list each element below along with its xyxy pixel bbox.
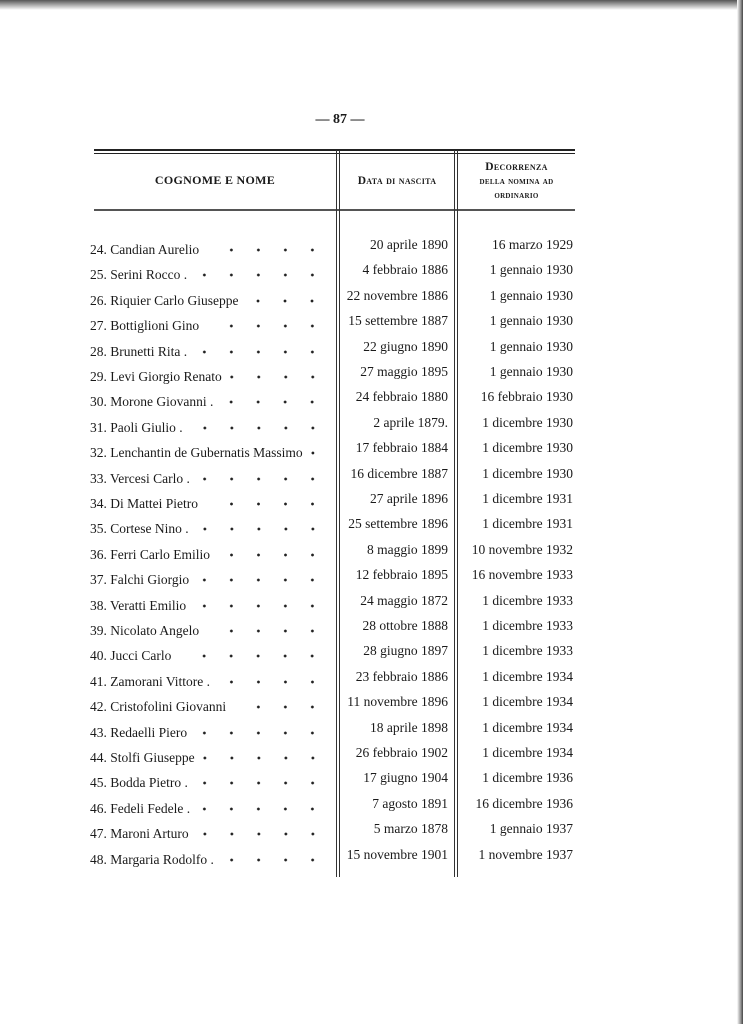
row-name-cell xyxy=(90,592,332,613)
row-nomination-date: 1 dicembre 1934 xyxy=(482,694,573,710)
row-nomination-date: 1 dicembre 1933 xyxy=(482,618,573,633)
row-name: 25. Serini Rocco . xyxy=(90,267,188,283)
leader-dots xyxy=(197,566,326,584)
leader-dots xyxy=(198,465,326,483)
row-name-cell xyxy=(90,515,332,537)
table-row xyxy=(90,744,575,766)
row-name: 40. Jucci Carlo xyxy=(90,648,172,664)
row-name: 24. Candian Aurelio xyxy=(90,242,200,257)
row-birth-date: 18 aprile 1898 xyxy=(370,719,448,735)
row-name: 47. Maroni Arturo xyxy=(90,826,189,842)
row-name-cell xyxy=(90,287,332,308)
row-name: 37. Falchi Giorgio xyxy=(90,572,190,588)
leader-dots xyxy=(179,642,326,660)
row-name-cell xyxy=(90,617,332,638)
leader-dots xyxy=(196,769,326,787)
table-row xyxy=(90,795,575,817)
table-row xyxy=(90,769,575,791)
row-birth-date: 15 novembre 1901 xyxy=(346,846,448,862)
row-name-cell xyxy=(90,363,332,384)
table-row xyxy=(90,414,575,436)
row-nomination-date: 1 gennaio 1930 xyxy=(489,287,573,303)
table-row xyxy=(90,515,575,537)
row-nomination-date: 16 febbraio 1930 xyxy=(480,389,573,405)
row-name: 39. Nicolato Angelo xyxy=(90,623,200,638)
row-name-cell xyxy=(90,769,332,791)
leader-dots xyxy=(194,592,326,610)
row-nomination-date: 1 dicembre 1934 xyxy=(482,719,573,735)
row-birth-date: 28 ottobre 1888 xyxy=(362,618,448,633)
row-name-cell xyxy=(90,566,332,588)
row-nomination-date: 16 dicembre 1936 xyxy=(475,795,573,811)
leader-dots xyxy=(221,388,326,406)
row-birth-date: 8 maggio 1899 xyxy=(367,541,448,557)
row-nomination-date: 1 dicembre 1934 xyxy=(482,668,573,684)
row-nomination-date: 1 dicembre 1930 xyxy=(482,414,573,430)
row-birth-date: 24 maggio 1872 xyxy=(360,592,448,608)
page-number: — 87 — xyxy=(315,112,365,127)
table-row xyxy=(90,465,575,487)
row-birth-date: 12 febbraio 1895 xyxy=(355,567,448,583)
row-name-cell xyxy=(90,312,332,334)
table-row xyxy=(90,668,575,690)
row-birth-date: 27 maggio 1895 xyxy=(360,364,448,379)
table-row xyxy=(90,312,575,334)
row-birth-date: 20 aprile 1890 xyxy=(370,237,448,252)
row-name: 32. Lenchantin de Gubernatis Massimo xyxy=(90,445,303,461)
leader-dots xyxy=(207,236,326,254)
row-name-cell xyxy=(90,490,332,511)
row-birth-date: 27 aprile 1896 xyxy=(370,491,448,506)
row-nomination-date: 1 dicembre 1930 xyxy=(482,465,573,481)
leader-dots xyxy=(195,338,326,356)
row-nomination-date: 1 dicembre 1933 xyxy=(482,643,573,659)
leader-dots xyxy=(195,719,326,737)
top-rule xyxy=(94,149,575,151)
table-row xyxy=(90,846,575,868)
row-name: 46. Fedeli Fedele . xyxy=(90,800,191,816)
row-name-cell xyxy=(90,744,332,765)
table-row xyxy=(90,363,575,385)
row-nomination-date: 16 novembre 1933 xyxy=(471,567,573,583)
row-name-cell xyxy=(90,465,332,486)
row-name: 29. Levi Giorgio Renato xyxy=(90,369,222,384)
header-rule xyxy=(94,209,575,211)
leader-dots xyxy=(197,820,326,838)
leader-dots xyxy=(218,668,326,686)
row-birth-date: 16 dicembre 1887 xyxy=(350,465,448,481)
leader-dots xyxy=(197,515,326,533)
table-row xyxy=(90,719,575,741)
row-name-cell xyxy=(90,439,332,461)
leader-dots xyxy=(218,541,326,559)
row-nomination-date: 1 gennaio 1937 xyxy=(489,821,573,837)
table-row xyxy=(90,236,575,258)
header-nomination-2: della nomina ad xyxy=(479,176,554,187)
row-birth-date: 28 giugno 1897 xyxy=(363,643,448,659)
row-nomination-date: 1 novembre 1937 xyxy=(478,846,573,862)
column-divider xyxy=(454,150,455,877)
table-row xyxy=(90,642,575,664)
row-nomination-date: 1 gennaio 1930 xyxy=(489,262,573,278)
row-name: 33. Vercesi Carlo . xyxy=(90,470,190,486)
row-name: 35. Cortese Nino . xyxy=(90,521,189,537)
row-birth-date: 22 novembre 1886 xyxy=(346,287,448,303)
header-nomination-1: Decorrenza xyxy=(485,161,548,173)
top-rule-thin xyxy=(94,153,575,154)
leader-dots xyxy=(230,363,326,381)
row-name-cell xyxy=(90,236,332,257)
row-name-cell xyxy=(90,388,332,410)
row-name: 45. Bodda Pietro . xyxy=(90,775,188,791)
row-birth-date: 7 agosto 1891 xyxy=(372,795,448,811)
table-row xyxy=(90,541,575,563)
leader-dots xyxy=(191,414,326,432)
leader-dots xyxy=(203,744,326,762)
leader-dots xyxy=(195,261,326,279)
column-divider xyxy=(457,150,458,877)
leader-dots xyxy=(311,439,326,457)
row-name-cell xyxy=(90,668,332,689)
row-name-cell xyxy=(90,414,332,435)
scan-top-edge xyxy=(0,0,743,10)
table-row xyxy=(90,617,575,639)
row-nomination-date: 1 gennaio 1930 xyxy=(489,313,573,329)
row-birth-date: 4 febbraio 1886 xyxy=(362,262,448,278)
row-birth-date: 11 novembre 1896 xyxy=(347,694,448,710)
table-row xyxy=(90,566,575,588)
scan-right-edge xyxy=(737,0,743,1024)
row-nomination-date: 1 gennaio 1930 xyxy=(489,364,573,379)
row-name-cell xyxy=(90,795,332,816)
row-name: 26. Riquier Carlo Giuseppe xyxy=(90,292,239,308)
row-name: 43. Redaelli Piero xyxy=(90,724,188,740)
header-name: COGNOME E NOME xyxy=(154,173,276,187)
leader-dots xyxy=(206,490,326,508)
table-row xyxy=(90,287,575,309)
row-nomination-date: 16 marzo 1929 xyxy=(492,237,573,252)
column-divider xyxy=(339,150,340,877)
row-nomination-date: 1 dicembre 1931 xyxy=(482,491,573,506)
row-birth-date: 23 febbraio 1886 xyxy=(355,668,448,684)
leader-dots xyxy=(246,287,326,305)
row-name-cell xyxy=(90,719,332,740)
header-nomination-3: ordinario xyxy=(494,190,539,201)
column-divider xyxy=(336,150,337,877)
row-birth-date: 22 giugno 1890 xyxy=(363,338,448,354)
row-birth-date: 2 aprile 1879. xyxy=(373,414,448,430)
row-name: 41. Zamorani Vittore . xyxy=(90,673,211,689)
leader-dots xyxy=(207,617,326,635)
row-nomination-date: 10 novembre 1932 xyxy=(471,541,573,557)
row-name-cell xyxy=(90,846,332,867)
table-row xyxy=(90,693,575,715)
row-birth-date: 15 settembre 1887 xyxy=(348,313,448,329)
row-name-cell xyxy=(90,820,332,842)
row-birth-date: 17 giugno 1904 xyxy=(363,770,448,786)
row-birth-date: 25 settembre 1896 xyxy=(348,516,448,532)
row-birth-date: 24 febbraio 1880 xyxy=(355,389,448,405)
row-name: 36. Ferri Carlo Emilio xyxy=(90,546,210,562)
row-name: 28. Brunetti Rita . xyxy=(90,343,188,359)
row-name: 42. Cristofolini Giovanni xyxy=(90,699,227,715)
leader-dots xyxy=(207,312,326,330)
table-row xyxy=(90,388,575,410)
row-name: 38. Veratti Emilio xyxy=(90,597,187,613)
row-name-cell xyxy=(90,642,332,664)
row-nomination-date: 1 dicembre 1933 xyxy=(482,592,573,608)
table-row xyxy=(90,592,575,614)
row-nomination-date: 1 gennaio 1930 xyxy=(489,338,573,354)
row-name-cell xyxy=(90,541,332,562)
row-name-cell xyxy=(90,693,332,715)
table-row xyxy=(90,820,575,842)
row-name: 27. Bottiglioni Gino xyxy=(90,318,200,334)
row-birth-date: 17 febbraio 1884 xyxy=(355,440,448,456)
row-name: 31. Paoli Giulio . xyxy=(90,419,183,435)
table-row xyxy=(90,261,575,283)
row-name: 44. Stolfi Giuseppe xyxy=(90,750,195,765)
row-nomination-date: 1 dicembre 1934 xyxy=(482,745,573,760)
row-nomination-date: 1 dicembre 1930 xyxy=(482,440,573,456)
row-birth-date: 26 febbraio 1902 xyxy=(355,745,448,760)
row-name: 34. Di Mattei Pietro xyxy=(90,496,198,511)
row-name: 30. Morone Giovanni . xyxy=(90,394,214,410)
row-birth-date: 5 marzo 1878 xyxy=(373,821,448,837)
table-row xyxy=(90,338,575,360)
leader-dots xyxy=(222,846,326,864)
row-name-cell xyxy=(90,338,332,359)
table-row xyxy=(90,490,575,512)
row-nomination-date: 1 dicembre 1936 xyxy=(482,770,573,786)
header-birth: Data di nascita xyxy=(357,175,437,187)
row-nomination-date: 1 dicembre 1931 xyxy=(482,516,573,532)
leader-dots xyxy=(198,795,326,813)
row-name-cell xyxy=(90,261,332,283)
table-row xyxy=(90,439,575,461)
row-name: 48. Margaria Rodolfo . xyxy=(90,851,214,867)
leader-dots xyxy=(234,693,326,711)
